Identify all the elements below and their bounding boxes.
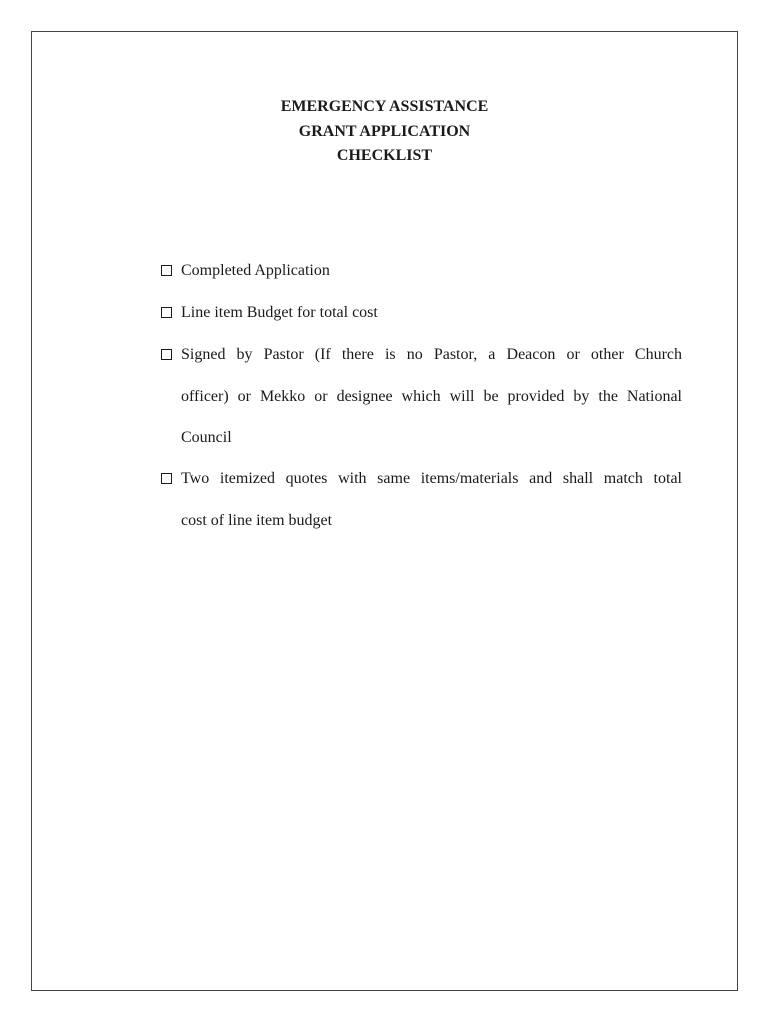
checkbox-icon[interactable] (161, 307, 172, 318)
checkbox-icon[interactable] (161, 349, 172, 360)
document-page (31, 31, 738, 991)
checklist-item-text: Completed Application (181, 262, 330, 279)
checklist-item-text: Signed by Pastor (If there is no Pastor, a Deacon or other Church (181, 346, 682, 363)
checklist-item (160, 303, 703, 323)
checklist-item (160, 345, 682, 448)
checklist-item-text: Two itemized quotes with same items/materials and shall match total (181, 470, 682, 487)
title-line: GRANT APPLICATION (298, 122, 471, 140)
title-line: EMERGENCY ASSISTANCE (280, 98, 489, 115)
checklist-item-text: cost of line item budget (181, 512, 333, 529)
checklist-item (160, 261, 703, 281)
checklist-item-text: Council (181, 429, 232, 446)
document-title (32, 95, 737, 169)
checklist-item-text: Line item Budget for total cost (181, 304, 378, 321)
checklist-item (160, 469, 682, 531)
checkbox-icon[interactable] (161, 265, 172, 276)
checklist-item-text: officer) or Mekko or designee which will be provided by the National (181, 388, 682, 405)
title-line: CHECKLIST (336, 147, 433, 164)
checkbox-icon[interactable] (161, 473, 172, 484)
